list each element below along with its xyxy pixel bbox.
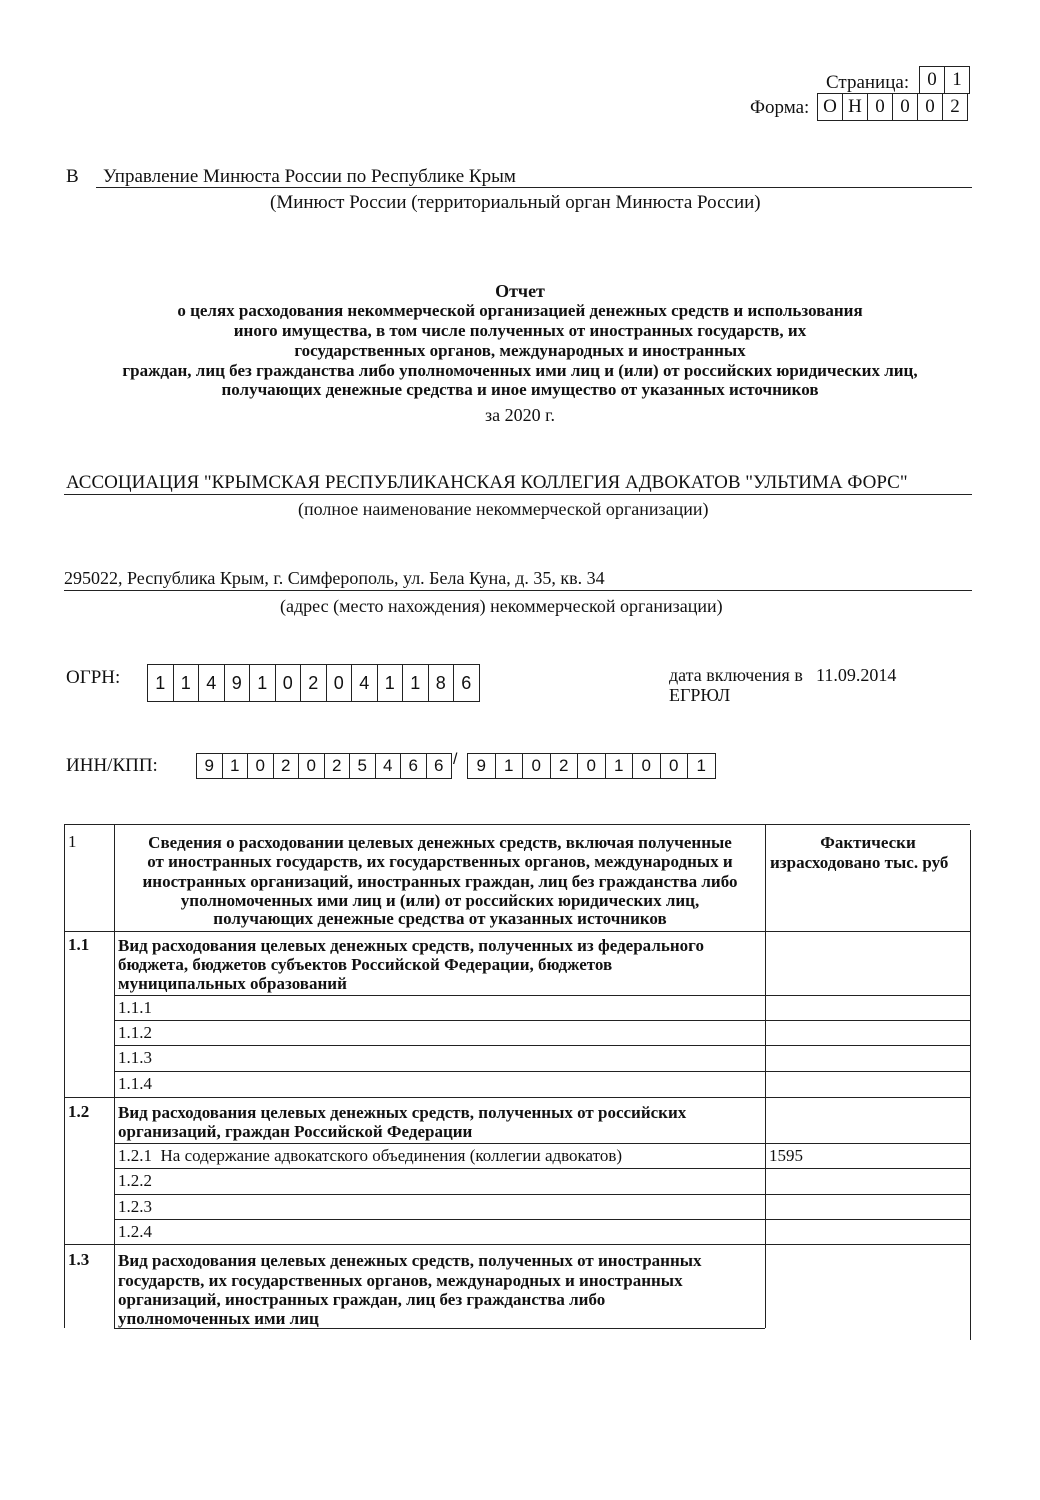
report-title-line-4: граждан, лиц без гражданства либо уполномоченных ими лиц и (или) от российских юридических лиц,: [122, 361, 918, 380]
inn-digit-cell: 9: [196, 754, 222, 778]
row-1-2-1: 1.2.1 На содержание адвокатского объединения (коллегии адвокатов): [118, 1146, 623, 1165]
ogrn-digit-cell: 1: [173, 665, 199, 701]
ogrn-cells: [147, 664, 480, 702]
table-bottom-partial: [114, 1328, 765, 1329]
form-cell: 0: [892, 94, 917, 120]
section-1-3-text-4: уполномоченных ими лиц: [118, 1309, 319, 1328]
org-address: 295022, Республика Крым, г. Симферополь, ул. Бела Куна, д. 35, кв. 34: [64, 568, 605, 588]
inn-digit-cell: 5: [349, 754, 375, 778]
kpp-digit-cell: 0: [660, 754, 688, 778]
form-cell: О: [817, 94, 842, 120]
org-address-caption: (адрес (место нахождения) некоммерческой организации): [280, 596, 723, 616]
kpp-digit-cell: 9: [467, 754, 495, 778]
row-1-1-3: 1.1.3: [118, 1048, 152, 1067]
table-header-bottom: [64, 931, 970, 932]
table-header-right-2: израсходовано тыс. руб: [770, 853, 949, 872]
kpp-digit-cell: 1: [687, 754, 715, 778]
row-1-1-1: 1.1.1: [118, 998, 152, 1017]
page-number-cells: [919, 66, 970, 94]
inn-digit-cell: 6: [400, 754, 426, 778]
inn-kpp-separator: /: [453, 751, 458, 768]
table-header-text-3: иностранных организаций, иностранных граждан, лиц без гражданства либо: [142, 872, 738, 891]
table-header-text-2: от иностранных государств, их государственных органов, международных и: [147, 852, 733, 871]
table-header-text-1: Сведения о расходовании целевых денежных средств, включая полученные: [148, 833, 732, 852]
section-divider: [64, 1244, 970, 1245]
form-cell: Н: [842, 94, 867, 120]
page-cell: 0: [919, 67, 944, 93]
section-1-1-text-3: муниципальных образований: [118, 974, 347, 993]
section-1-3-num: 1.3: [68, 1250, 90, 1269]
table-top-border: [64, 824, 970, 825]
egrul-date-label-1: дата включения в: [669, 665, 803, 685]
egrul-date-value: 11.09.2014: [816, 665, 897, 685]
section-1-1-text-2: бюджета, бюджетов субъектов Российской Федерации, бюджетов: [118, 955, 613, 974]
row-divider: [114, 995, 970, 996]
row-divider: [114, 1219, 970, 1220]
org-name: АССОЦИАЦИЯ "КРЫМСКАЯ РЕСПУБЛИКАНСКАЯ КОЛЛЕГИЯ АДВОКАТОВ "УЛЬТИМА ФОРС": [66, 472, 908, 493]
kpp-digit-cell: 0: [522, 754, 550, 778]
ogrn-digit-cell: 1: [377, 665, 403, 701]
inn-digit-cell: 2: [273, 754, 299, 778]
section-1-3-text-2: государств, их государственных органов, международных и иностранных: [118, 1271, 683, 1290]
kpp-cells: [467, 753, 716, 779]
form-cell: 2: [942, 94, 967, 120]
row-1-2-1-value: 1595: [769, 1146, 803, 1165]
ogrn-digit-cell: 1: [402, 665, 428, 701]
form-label: Форма:: [750, 97, 810, 118]
inn-kpp-label: ИНН/КПП:: [66, 755, 158, 776]
section-1-1-num: 1.1: [68, 935, 90, 954]
page-label: Страница:: [826, 72, 910, 93]
page-cell: 1: [944, 67, 969, 93]
table-num-divider: [114, 824, 115, 1328]
inn-cells: [196, 753, 452, 779]
ogrn-digit-cell: 8: [428, 665, 454, 701]
recipient-caption: (Минюст России (территориальный орган Минюста России): [270, 192, 761, 213]
ogrn-digit-cell: 2: [300, 665, 326, 701]
recipient-value: Управление Минюста России по Республике Крым: [103, 166, 516, 187]
report-title-line-1: о целях расходования некоммерческой организацией денежных средств и использования: [177, 301, 863, 320]
row-1-2-3: 1.2.3: [118, 1197, 152, 1216]
row-1-1-4: 1.1.4: [118, 1074, 152, 1093]
ogrn-digit-cell: 0: [326, 665, 352, 701]
recipient-underline: [96, 187, 972, 188]
row-1-2-2: 1.2.2: [118, 1171, 152, 1190]
org-address-underline: [64, 590, 972, 591]
section-1-1-text-1: Вид расходования целевых денежных средств, полученных из федерального: [118, 936, 704, 955]
org-name-underline: [64, 494, 972, 495]
ogrn-digit-cell: 1: [147, 665, 173, 701]
report-title-line-3: государственных органов, международных и иностранных: [294, 341, 746, 360]
inn-digit-cell: 0: [298, 754, 324, 778]
table-header-num: 1: [68, 832, 77, 851]
report-heading: Отчет: [495, 281, 545, 301]
row-divider: [114, 1168, 970, 1169]
report-title-line-5: получающих денежные средства и иное имущество от указанных источников: [221, 380, 819, 399]
inn-digit-cell: 4: [375, 754, 401, 778]
inn-digit-cell: 1: [222, 754, 248, 778]
table-right-border: [970, 830, 971, 1340]
ogrn-digit-cell: 0: [275, 665, 301, 701]
row-divider: [114, 1020, 970, 1021]
table-header-text-4: уполномоченных ими лиц и (или) от российских юридических лиц,: [180, 891, 700, 910]
table-header-right-1: Фактически: [820, 833, 916, 852]
row-1-1-2: 1.1.2: [118, 1023, 152, 1042]
report-period: за 2020 г.: [485, 405, 555, 425]
ogrn-digit-cell: 9: [224, 665, 250, 701]
table-value-divider: [765, 824, 766, 1328]
table-header-text-5: получающих денежные средства от указанных источников: [213, 909, 667, 928]
row-divider: [114, 1194, 970, 1195]
kpp-digit-cell: 0: [577, 754, 605, 778]
inn-digit-cell: 0: [247, 754, 273, 778]
table-left-border: [64, 824, 65, 1328]
inn-digit-cell: 6: [426, 754, 452, 778]
kpp-digit-cell: 0: [632, 754, 660, 778]
row-divider: [114, 1071, 970, 1072]
ogrn-label: ОГРН:: [66, 667, 121, 688]
section-1-2-num: 1.2: [68, 1102, 90, 1121]
form-code-cells: [817, 93, 968, 121]
recipient-prefix: В: [66, 166, 79, 187]
section-1-3-text-1: Вид расходования целевых денежных средств, полученных от иностранных: [118, 1251, 702, 1270]
ogrn-digit-cell: 4: [351, 665, 377, 701]
report-title-line-2: иного имущества, в том числе полученных от иностранных государств, их: [233, 321, 807, 340]
row-divider: [114, 1045, 970, 1046]
form-cell: 0: [917, 94, 942, 120]
section-1-3-text-3: организаций, иностранных граждан, лиц без гражданства либо: [118, 1290, 606, 1309]
kpp-digit-cell: 2: [550, 754, 578, 778]
form-cell: 0: [867, 94, 892, 120]
row-divider: [114, 1143, 970, 1144]
ogrn-digit-cell: 6: [453, 665, 479, 701]
kpp-digit-cell: 1: [495, 754, 523, 778]
ogrn-digit-cell: 1: [249, 665, 275, 701]
section-1-2-text-1: Вид расходования целевых денежных средств, полученных от российских: [118, 1103, 687, 1122]
section-divider: [64, 1097, 970, 1098]
section-1-2-text-2: организаций, граждан Российской Федерации: [118, 1122, 473, 1141]
ogrn-digit-cell: 4: [198, 665, 224, 701]
egrul-date-label-2: ЕГРЮЛ: [669, 685, 731, 705]
kpp-digit-cell: 1: [605, 754, 633, 778]
inn-digit-cell: 2: [324, 754, 350, 778]
row-1-2-4: 1.2.4: [118, 1222, 152, 1241]
org-name-caption: (полное наименование некоммерческой организации): [298, 499, 709, 519]
